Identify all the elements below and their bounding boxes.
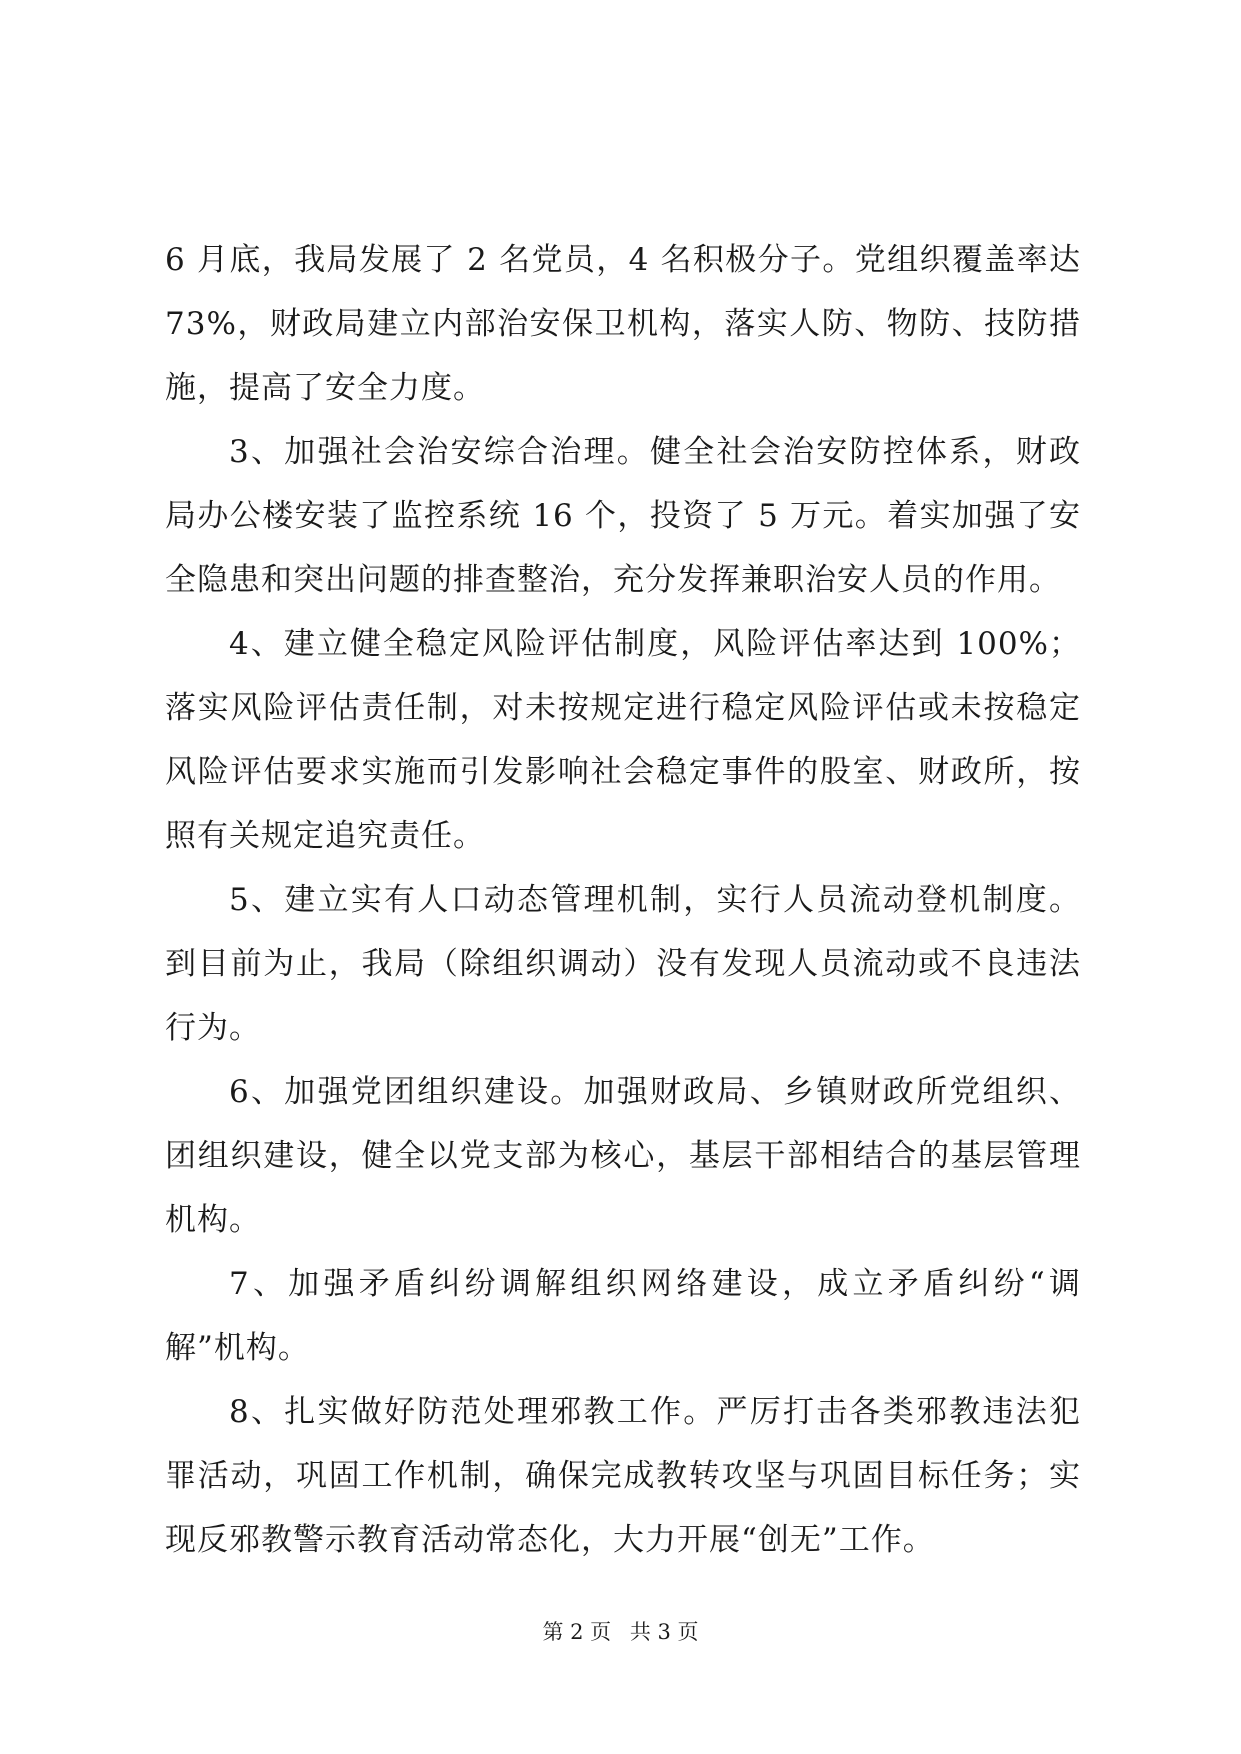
paragraph-item-5: 5、建立实有人口动态管理机制，实行人员流动登机制度。到目前为止，我局（除组织调动）没有发现人员流动或不良违法行为。 [165, 882, 1081, 1046]
paragraph-continuation: 6 月底，我局发展了 2 名党员，4 名积极分子。党组织覆盖率达 73%，财政局建立内部治安保卫机构，落实人防、物防、技防措施，提高了安全力度。 [165, 242, 1081, 406]
document-body [165, 228, 1081, 1572]
paragraph-item-4: 4、建立健全稳定风险评估制度，风险评估率达到 100%；落实风险评估责任制，对未按规定进行稳定风险评估或未按稳定风险评估要求实施而引发影响社会稳定事件的股室、财政所，按照有关规定追究责任。 [165, 626, 1081, 854]
paragraph-item-3: 3、加强社会治安综合治理。健全社会治安防控体系，财政局办公楼安装了监控系统 16 个，投资了 5 万元。着实加强了安全隐患和突出问题的排查整治，充分发挥兼职治安人员的作用。 [165, 434, 1081, 598]
paragraph-item-8: 8、扎实做好防范处理邪教工作。严厉打击各类邪教违法犯罪活动，巩固工作机制，确保完成教转攻坚与巩固目标任务；实现反邪教警示教育活动常态化，大力开展“创无”工作。 [165, 1394, 1081, 1558]
page-footer [0, 1618, 1241, 1646]
page-total: 共 3 页 [629, 1620, 699, 1644]
page-number: 第 2 页 [542, 1620, 612, 1644]
paragraph-item-6: 6、加强党团组织建设。加强财政局、乡镇财政所党组织、团组织建设，健全以党支部为核心，基层干部相结合的基层管理机构。 [165, 1074, 1081, 1238]
paragraph-item-7: 7、加强矛盾纠纷调解组织网络建设，成立矛盾纠纷“调解”机构。 [165, 1266, 1081, 1366]
